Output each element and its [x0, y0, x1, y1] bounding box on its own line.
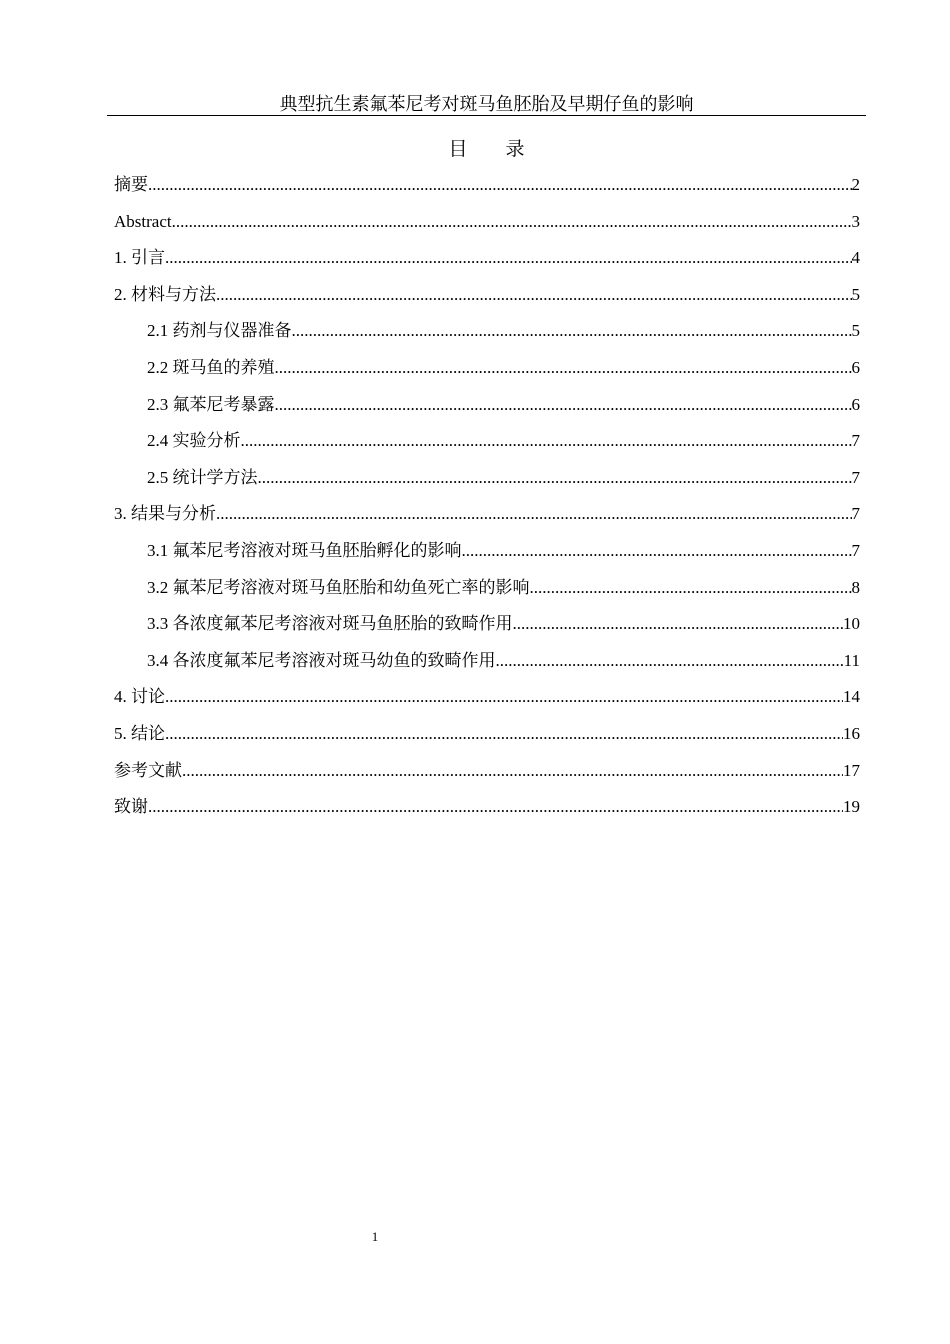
toc-entry-page: 2 [851, 175, 860, 194]
toc-dot-leader [275, 356, 852, 380]
toc-dot-leader [216, 283, 852, 307]
toc-entry-page: 5 [851, 284, 860, 304]
toc-entry-page: 7 [851, 504, 860, 524]
running-header: 典型抗生素氟苯尼考对斑马鱼胚胎及早期仔鱼的影响 [279, 94, 694, 114]
toc-entry[interactable] [114, 429, 860, 466]
toc-entry-page: 3 [851, 211, 860, 231]
toc-entry-label: Abstract [114, 211, 172, 231]
toc-entry-label: 2.5 统计学方法 [147, 467, 258, 487]
toc-entry-page: 5 [851, 321, 860, 341]
toc-dot-leader [165, 246, 852, 270]
toc-entry-page: 14 [843, 687, 860, 707]
toc-dot-leader [182, 759, 843, 783]
toc-entry[interactable] [114, 319, 860, 356]
toc-dot-leader [148, 173, 852, 197]
toc-entry[interactable] [114, 173, 860, 210]
toc-entry-label: 2.3 氟苯尼考暴露 [147, 394, 275, 414]
toc-entry-label: 2.4 实验分析 [147, 431, 241, 451]
toc-dot-leader [165, 685, 843, 709]
toc-entry-label: 2. 材料与方法 [114, 284, 216, 304]
toc-entry-label: 摘要 [114, 175, 148, 194]
toc-entry-page: 8 [851, 577, 860, 597]
toc-dot-leader [148, 795, 843, 819]
toc-title: 目 录 [448, 139, 525, 160]
toc-entry-page: 7 [851, 540, 860, 560]
toc-dot-leader [165, 722, 843, 746]
toc-entry-page: 6 [851, 357, 860, 377]
toc-entry-label: 3.1 氟苯尼考溶液对斑马鱼胚胎孵化的影响 [147, 540, 462, 560]
toc-entry[interactable] [114, 759, 860, 796]
toc-entry[interactable] [114, 649, 860, 686]
toc-entry-label: 2.2 斑马鱼的养殖 [147, 357, 275, 377]
toc-dot-leader [496, 649, 844, 673]
toc-entry[interactable] [114, 393, 860, 430]
toc-entry-page: 16 [843, 723, 860, 743]
toc-entry-label: 2.1 药剂与仪器准备 [147, 321, 292, 341]
toc-dot-leader [292, 319, 852, 343]
toc-entry-label: 3.4 各浓度氟苯尼考溶液对斑马幼鱼的致畸作用 [147, 650, 496, 670]
toc-entry-page: 7 [851, 431, 860, 451]
header-rule [107, 115, 866, 116]
toc-entry-label: 参考文献 [114, 760, 182, 780]
toc-dot-leader [172, 210, 852, 234]
toc-dot-leader [513, 612, 844, 636]
toc-entry-page: 11 [843, 650, 860, 670]
toc-entry[interactable] [114, 722, 860, 759]
toc-dot-leader [216, 502, 852, 526]
toc-entry[interactable] [114, 246, 860, 283]
toc-entry[interactable] [114, 502, 860, 539]
page-number: 1 [371, 1229, 379, 1244]
toc-entry-page: 6 [851, 394, 860, 414]
toc-entry-page: 7 [851, 467, 860, 487]
toc-entry[interactable] [114, 466, 860, 503]
table-of-contents [114, 173, 860, 832]
toc-entry[interactable] [114, 685, 860, 722]
toc-dot-leader [241, 429, 852, 453]
toc-entry-label: 3.3 各浓度氟苯尼考溶液对斑马鱼胚胎的致畸作用 [147, 614, 513, 634]
toc-entry[interactable] [114, 795, 860, 832]
toc-entry-label: 3. 结果与分析 [114, 504, 216, 524]
toc-entry-page: 17 [843, 760, 860, 780]
toc-entry-page: 10 [843, 614, 860, 634]
toc-dot-leader [462, 539, 852, 563]
toc-dot-leader [275, 393, 852, 417]
toc-entry[interactable] [114, 612, 860, 649]
toc-entry-label: 3.2 氟苯尼考溶液对斑马鱼胚胎和幼鱼死亡率的影响 [147, 577, 530, 597]
toc-entry-page: 19 [843, 797, 860, 817]
toc-entry[interactable] [114, 539, 860, 576]
toc-entry-label: 5. 结论 [114, 723, 165, 743]
toc-entry-label: 1. 引言 [114, 248, 165, 268]
toc-entry[interactable] [114, 356, 860, 393]
toc-entry-label: 4. 讨论 [114, 687, 165, 707]
toc-entry[interactable] [114, 283, 860, 320]
toc-entry[interactable] [114, 210, 860, 247]
toc-dot-leader [258, 466, 852, 490]
toc-entry[interactable] [114, 576, 860, 613]
toc-dot-leader [530, 576, 852, 600]
toc-entry-page: 4 [851, 248, 860, 268]
toc-entry-label: 致谢 [114, 797, 148, 817]
